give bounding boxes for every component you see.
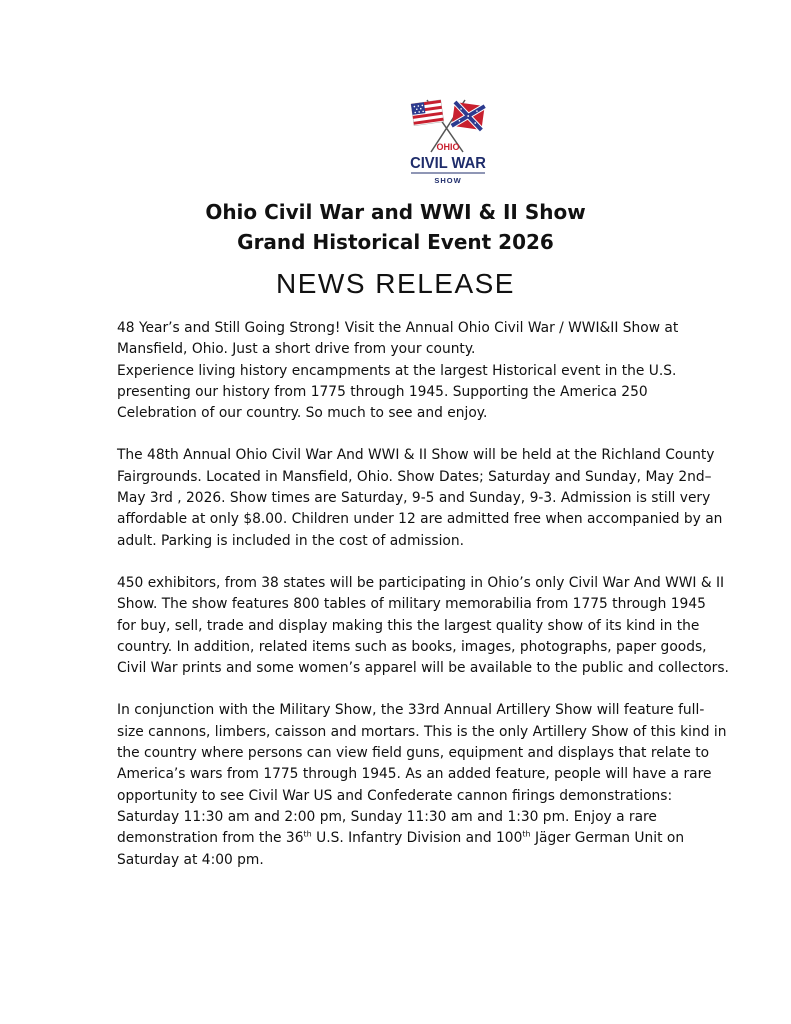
intro-sentence-1: 48 Year’s and Still Going Strong! Visit the Annual Ohio Civil War / WWI&II Show at Mansfield, Ohio. Just a short drive from your county. — [117, 320, 679, 358]
logo-ohio-text: OHIO — [436, 142, 460, 152]
superscript-th-2: th — [522, 829, 531, 839]
crossed-flags-icon — [405, 92, 491, 190]
ohio-civil-war-show-logo — [405, 92, 491, 190]
release-body — [117, 318, 729, 892]
logo-civil-war-text: CIVIL WAR — [410, 154, 486, 173]
paragraph-artillery — [117, 700, 729, 870]
paragraph-intro — [117, 318, 729, 424]
news-release-heading: NEWS RELEASE — [276, 268, 515, 299]
artillery-text-b: U.S. Infantry Division and 100 — [311, 830, 523, 847]
paragraph-event-details: The 48th Annual Ohio Civil War And WWI & II Show will be held at the Richland County Fairgrounds. Located in Mansfield, Ohio. Show Dates; Saturday and Sunday, May 2nd– May 3rd , 2026. Show times are Saturday, 9-5 and Sunday, 9-3. Admission is still very affordable at only $8.00. Children under 12 are admitted free when accompanied by an adult. Parking is included in the cost of admission. — [117, 447, 723, 549]
document-title-line1: Ohio Civil War and WWI & II Show — [205, 200, 586, 224]
artillery-text-a: In conjunction with the Military Show, the 33rd Annual Artillery Show will feature full-size cannons, limbers, caisson and mortars. This is the only Artillery Show of this kind in the country where persons can view field guns, equipment and displays that relate to America’s wars from 1775 through 1945. As an added feature, people will have a rare opportunity to see Civil War US and Confederate cannon firings demonstrations: Saturday 11:30 am and 2:00 pm, Sunday 11:30 am and 1:30 pm. Enjoy a rare demonstration from the 36 — [117, 702, 727, 847]
paragraph-exhibitors: 450 exhibitors, from 38 states will be participating in Ohio’s only Civil War And WWI & II Show. The show features 800 tables of military memorabilia from 1775 through 1945 for buy, sell, trade and display making this the largest quality show of its kind in the country. In addition, related items such as books, images, photographs, paper goods, Civil War prints and some women’s apparel will be available to the public and collectors. — [117, 574, 729, 677]
superscript-th-1: th — [303, 829, 312, 839]
artillery-text-c: Jäger German Unit on Saturday at 4:00 pm. — [117, 830, 685, 868]
intro-sentence-2: Experience living history encampments at the largest Historical event in the U.S. presenting our history from 1775 through 1945. Supporting the America 250 Celebration of our country. So much to see and enjoy. — [117, 362, 677, 422]
logo-show-text: SHOW — [434, 176, 462, 185]
document-title-line2: Grand Historical Event 2026 — [237, 230, 554, 254]
